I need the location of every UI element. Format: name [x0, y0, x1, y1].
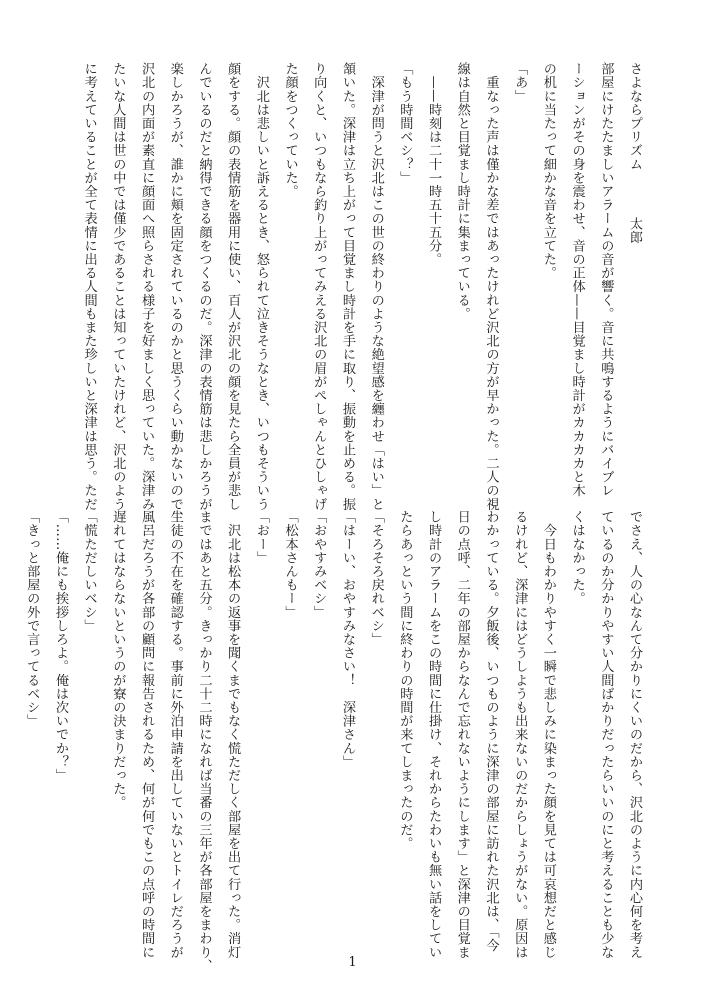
upper-text-column: [81, 62, 648, 525]
text-line: 「おやすみベシ」: [311, 510, 327, 619]
text-line: ーションがその身を震わせ、音の正体——目覚まし時計がカカカカと木: [569, 62, 585, 498]
text-line: ているのか分かりやすい人間ばかりだったらいいのにと考えることも少な: [598, 510, 614, 959]
text-line: 今日もわかりやすく一瞬で悲しみに染まった顔を見ては可哀想だと感じ: [540, 510, 556, 959]
story-title: さよならプリズム: [627, 62, 642, 171]
text-line: たらあっという間に終わりの時間が来てしまったのだ。: [397, 510, 413, 850]
text-line: んでいるのだと納得できる顔をつくるのだ。深津の表情筋は悲しかろうが: [196, 62, 212, 511]
text-line: 沢北は松本の返事を聞くまでもなく慌ただしく部屋を出て行った。消灯: [225, 510, 241, 959]
text-line: り向くと、いつもなら釣り上がってみえる沢北の眉がぺしゃんとひしゃげ: [311, 62, 327, 511]
text-line: わかっている。夕飯後、いつものように深津の部屋に訪れた沢北は、「今: [483, 510, 499, 953]
text-line: 「……俺にも挨拶しろよ。俺は次いでか？」: [52, 510, 68, 782]
text-line: たいな人間は世の中では僅少であることは知っていたけれど、沢北のよう: [110, 62, 126, 511]
text-line: 部屋にけたたましいアラームの音が響く。音に共鳴するようにバイブレ: [598, 62, 614, 498]
lower-text-column: [24, 510, 648, 973]
text-line: 「きっと部屋の外で言ってるベシ」: [24, 510, 40, 728]
text-line: た顔をつくっていた。: [282, 62, 298, 198]
text-line: に考えていることが全て表情に出る人間もまた珍しいと深津は思う。ただ: [81, 62, 97, 511]
text-line: 頷いた。深津は立ち上がって目覚まし時計を手に取り、振動を止める。振: [339, 62, 355, 511]
text-line: るけれど、深津にはどうしようも出来ないのだからしょうがない。原因は: [512, 510, 528, 959]
text-line: 風呂だろうが各部の顧問に報告されるため、何が何でもこの点呼の時間に: [139, 510, 155, 959]
text-line: 「はーい、おやすみなさい！ 深津さん」: [339, 510, 355, 769]
author-name: 太郎: [627, 216, 642, 245]
text-line: 沢北は悲しいと訴えるとき、怒られて泣きそうなとき、いつもそういう: [253, 62, 269, 511]
text-line: の机に当たって細かな音を立てた。: [540, 62, 556, 280]
text-line: 「あ」: [512, 62, 528, 103]
text-line: 楽しかろうが、誰かに頬を固定されているのかと思うくらい動かないので、: [167, 62, 183, 525]
text-line: 重なった声は僅かな差ではあったけれど沢北の方が早かった。二人の視: [483, 62, 499, 511]
text-line: 日の点呼、二年の部屋からなんで忘れないようにします」と深津の目覚ま: [454, 510, 470, 959]
title-line: [619, 62, 648, 494]
text-line: 深津が問うと沢北はこの世の終わりのような絶望感を纏わせ「はい」と: [368, 62, 384, 511]
page-number: 1: [348, 955, 357, 970]
text-line: ——時刻は二十一時五十五分。: [426, 62, 442, 266]
text-line: 「もう時間ベシ？」: [397, 62, 413, 185]
text-line: 「松本さんもー」: [282, 510, 298, 619]
text-line: 沢北の内面が素直に顔面へ照らされる様子を好ましく思っていた。深津み: [139, 62, 155, 511]
text-line: 生徒の不在を確認する。事前に外泊申請を出していないとトイレだろうが: [167, 510, 183, 959]
text-line: 顔をする。顔の表情筋を器用に使い、百人が沢北の顔を見たら全員が悲し: [225, 62, 241, 511]
text-line: 「慌ただしいベシ」: [81, 510, 97, 633]
text-line: し時計のアラームをこの時間に仕掛け、それからたわいも無い話をしてい: [426, 510, 442, 959]
text-line: まではあと五分。きっかり二十二時になれば当番の三年が各部屋をまわり、: [196, 510, 212, 973]
text-line: 「おー」: [253, 510, 269, 565]
text-line: 遅れてはならないというのが寮の決まりだった。: [110, 510, 126, 810]
text-line: 線は自然と目覚まし時計に集まっている。: [454, 62, 470, 321]
text-line: でさえ、人の心なんて分かりにくいのだから、沢北のように内心何を考え: [627, 510, 642, 959]
text-line: くはなかった。: [569, 510, 585, 606]
text-line: 「そろそろ戻れベシ」: [368, 510, 384, 646]
